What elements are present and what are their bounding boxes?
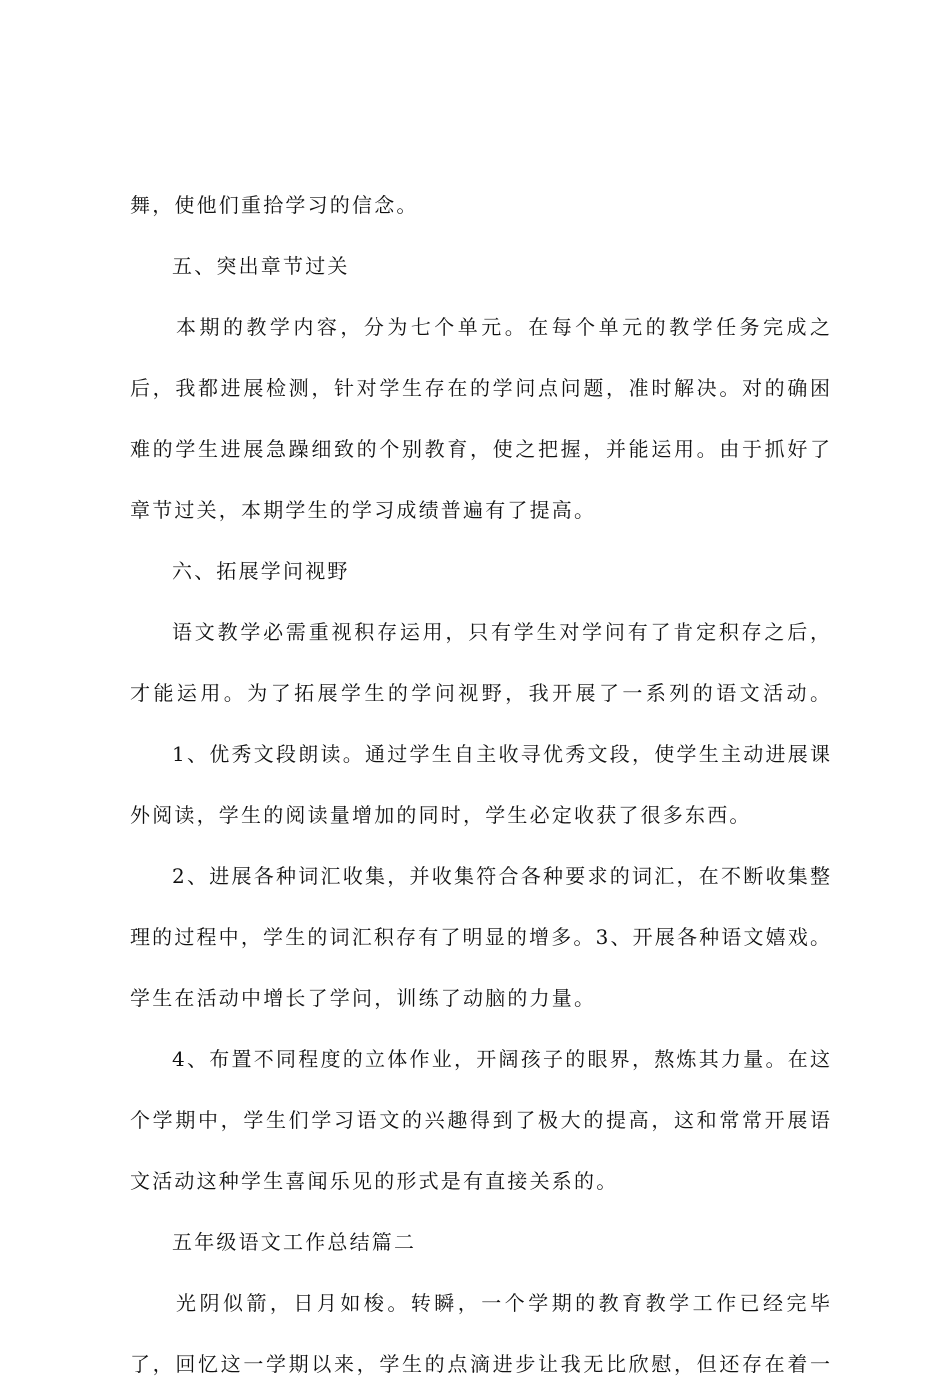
text-line: 难的学生进展急躁细致的个别教育，使之把握，并能运用。由于抓好了 — [130, 437, 830, 461]
section-heading: 五年级语文工作总结篇二 — [172, 1230, 417, 1254]
text-line: 舞，使他们重拾学习的信念。 — [130, 193, 419, 217]
text-line: 4、布置不同程度的立体作业，开阔孩子的眼界，熬炼其力量。在这 — [172, 1047, 830, 1071]
document-page — [130, 188, 830, 1383]
text-line: 本期的教学内容，分为七个单元。在每个单元的教学任务完成之 — [176, 315, 830, 339]
text-line: 章节过关，本期学生的学习成绩普遍有了提高。 — [130, 498, 597, 522]
text-line: 2、进展各种词汇收集，并收集符合各种要求的词汇，在不断收集整 — [172, 864, 830, 888]
text-line: 外阅读，学生的阅读量增加的同时，学生必定收获了很多东西。 — [130, 803, 752, 827]
text-line: 个学期中，学生们学习语文的兴趣得到了极大的提高，这和常常开展语 — [130, 1108, 830, 1132]
section-heading: 五、突出章节过关 — [172, 254, 350, 278]
text-line: 光阴似箭，日月如梭。转瞬，一个学期的教育教学工作已经完毕 — [176, 1291, 830, 1315]
text-line: 理的过程中，学生的词汇积存有了明显的增多。3、开展各种语文嬉戏。 — [130, 925, 830, 949]
text-line: 了，回忆这一学期以来，学生的点滴进步让我无比欣慰，但还存在着一 — [130, 1352, 830, 1376]
text-line: 文活动这种学生喜闻乐见的形式是有直接关系的。 — [130, 1169, 619, 1193]
text-line: 才能运用。为了拓展学生的学问视野，我开展了一系列的语文活动。 — [130, 681, 830, 705]
text-line: 后，我都进展检测，针对学生存在的学问点问题，准时解决。对的确困 — [130, 376, 830, 400]
text-line: 学生在活动中增长了学问，训练了动脑的力量。 — [130, 986, 597, 1010]
text-line: 1、优秀文段朗读。通过学生自主收寻优秀文段，使学生主动进展课 — [172, 742, 830, 766]
section-heading: 六、拓展学问视野 — [172, 559, 350, 583]
text-line: 语文教学必需重视积存运用，只有学生对学问有了肯定积存之后， — [172, 620, 830, 644]
